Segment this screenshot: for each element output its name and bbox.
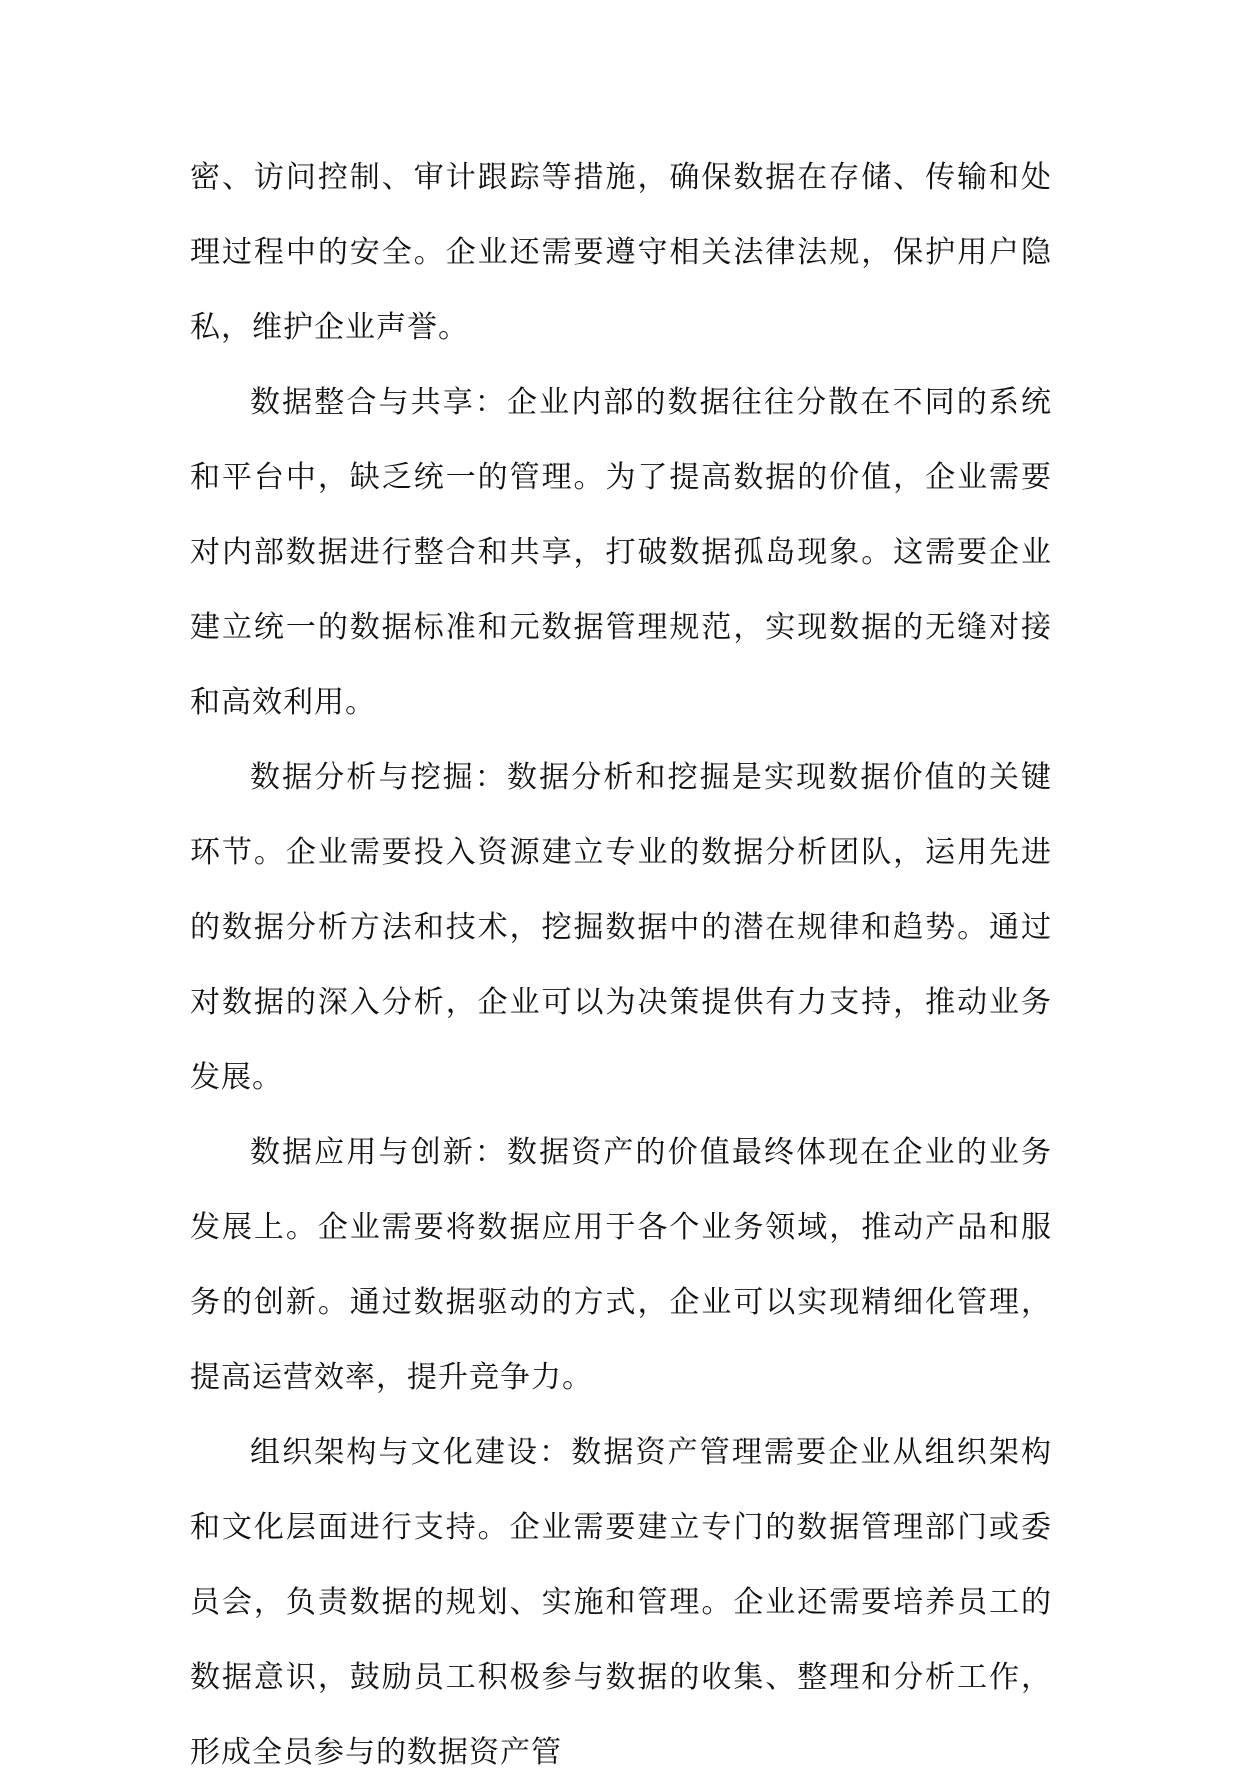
document-body — [190, 140, 1052, 1790]
paragraph-organization-culture: 组织架构与文化建设：数据资产管理需要企业从组织架构和文化层面进行支持。企业需要建立专门的数据管理部门或委员会，负责数据的规划、实施和管理。企业还需要培养员工的数据意识，鼓励员工积极参与数据的收集、整理和分析工作，形成全员参与的数据资产管 — [190, 1435, 1052, 1770]
paragraph-data-integration-sharing: 数据整合与共享：企业内部的数据往往分散在不同的系统和平台中，缺乏统一的管理。为了提高数据的价值，企业需要对内部数据进行整合和共享，打破数据孤岛现象。这需要企业建立统一的数据标准和元数据管理规范，实现数据的无缝对接和高效利用。 — [190, 385, 1052, 720]
paragraph-data-analysis-mining: 数据分析与挖掘：数据分析和挖掘是实现数据价值的关键环节。企业需要投入资源建立专业的数据分析团队，运用先进的数据分析方法和技术，挖掘数据中的潜在规律和趋势。通过对数据的深入分析，企业可以为决策提供有力支持，推动业务发展。 — [190, 760, 1052, 1095]
paragraph-data-security-continued: 密、访问控制、审计跟踪等措施，确保数据在存储、传输和处理过程中的安全。企业还需要遵守相关法律法规，保护用户隐私，维护企业声誉。 — [190, 160, 1052, 345]
paragraph-data-application-innovation: 数据应用与创新：数据资产的价值最终体现在企业的业务发展上。企业需要将数据应用于各个业务领域，推动产品和服务的创新。通过数据驱动的方式，企业可以实现精细化管理，提高运营效率，提升竞争力。 — [190, 1135, 1052, 1395]
